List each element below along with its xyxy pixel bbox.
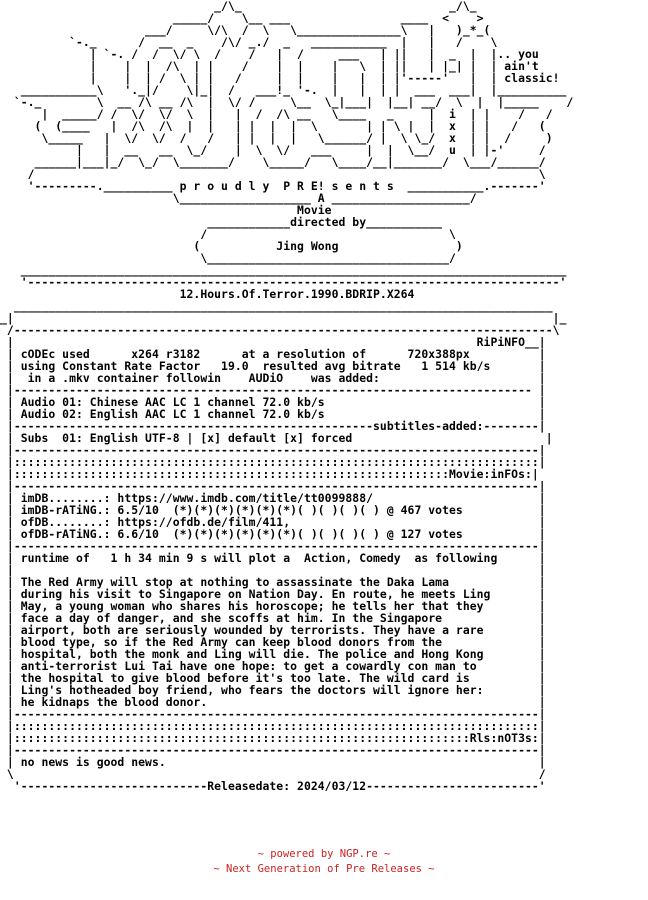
tagline-footer: ~ Next Generation of Pre Releases ~ (213, 863, 435, 875)
nfo-release-document: _/\_ _/\_ _____/ \__ ___ ____ < > ___/ \/\ / \ \_______________\ | )_*_( `-._ / __ _ /\/ _./ _ ___________ | | / \ | `-. / / \/ \ / / | / ___ | || | _ | |.. you | | | /\ | | / | | | \ | || | |_| | | ain't | | | / \ | | / | | | | | |'-----' | | classic! ___________\ '._|/ \|_| / ___!_ '-. | | | | ___ ___| |__________ `-._ \ __ /\ __ /\ | \/ / \__ \_|___| |__| __/ \ | |_____ / | _____/ / \/ \/ \ | | / /\ __ \____ _ | i | | / / ( (____ | /\ /\ | | | | | | \ | | \ | | x | | / ( \_____ | \/ \/ / / | | | | \______/ | \ \_/ x | | / ) | | __ __ \_/ | \ \/ ___ | | \__/ u | |-' / ______|___|_/ \_/ \_______/ \_____/ \____/__|_______/ \___/______/ / \ '---------.__________ p r o u d l y P R E! s e n t s ___________.-------' \___________________ A ____________________/ Movie ____________directed by___________ / \ ( Jing Wong ) \___________________________________/ _______________________________________________________________________________ '-----------------------------------------------------------------------------' 12.Hours.Of.Terror.1990.BDRIP.X264 ______________________________________________________________________________ _| |_ /------------------------------------------------------------------------------\ | RiPiNFO__| | cODEc used x264 r3182 at a resolution of 720x388px | | using Constant Rate Factor 19.0 resulted avg bitrate 1 514 kb/s | | in a .mkv container followin AUDiO was added: | |--------------------------------------------------------------------------- | | Audio 01: Chinese AAC LC 1 channel 72.0 kb/s | | Audio 02: English AAC LC 1 channel 72.0 kb/s | |----------------------------------------------------subtitles-added:--------| | Subs 01: English UTF-8 | [x] default [x] forced | |----------------------------------------------------------------------------| |::::::::::::::::::::::::::::::::::::::::::::::::::::::::::::::::::::::::::::| |:::::::::::::::::::::::::::::::::::::::::::::::::::::::::::::::Movie:inFOs:| |----------------------------------------------------------------------------| | imDB........: https://www.imdb.com/title/tt0099888/ | | imDB-rATiNG.: 6.5/10 (*)(*)(*)(*)(*)(*)( )( )( )( ) @ 467 votes | | ofDB........: https://ofdb.de/film/411, | | ofDB-rATiNG.: 6.6/10 (*)(*)(*)(*)(*)(*)( )( )( )( ) @ 127 votes | |----------------------------------------------------------------------------| | runtime of 1 h 34 min 9 s will plot a Action, Comedy as following | | | | The Red Army will stop at nothing to assassinate the Daka Lama | | during his visit to Singapore on Nation Day. En route, he meets Ling | | May, a young woman who shares his horoscope; he tells her that they | | face a day of danger, and she scoffs at him. In the Singapore | | airport, both are seriously wounded by terrorists. They have a rare | | blood type, so if the Red Army can keep blood donors from the | | hospital, both the monk and Ling will die. The police and Hong Kong | | anti-terrorist Lui Tai have one hope: to get a cowardly con man to | | the hospital to give blood before it's too late. The wild card is | | Ling's hotheaded boy friend, who fears the doctors will ignore her: | | he kidnaps the blood donor. | |----------------------------------------------------------------------------| |::::::::::::::::::::::::::::::::::::::::::::::::::::::::::::::::::::::::::::| |::::::::::::::::::::::::::::::::::::::::::::::::::::::::::::::::::Rls:nOT3s:| |----------------------------------------------------------------------------| | no news is good news. | \ / '---------------------------Releasedate: 2024/03/12-------------------------' (0, 0, 574, 793)
powered-by-footer: ~ powered by NGP.re ~ (257, 848, 391, 860)
